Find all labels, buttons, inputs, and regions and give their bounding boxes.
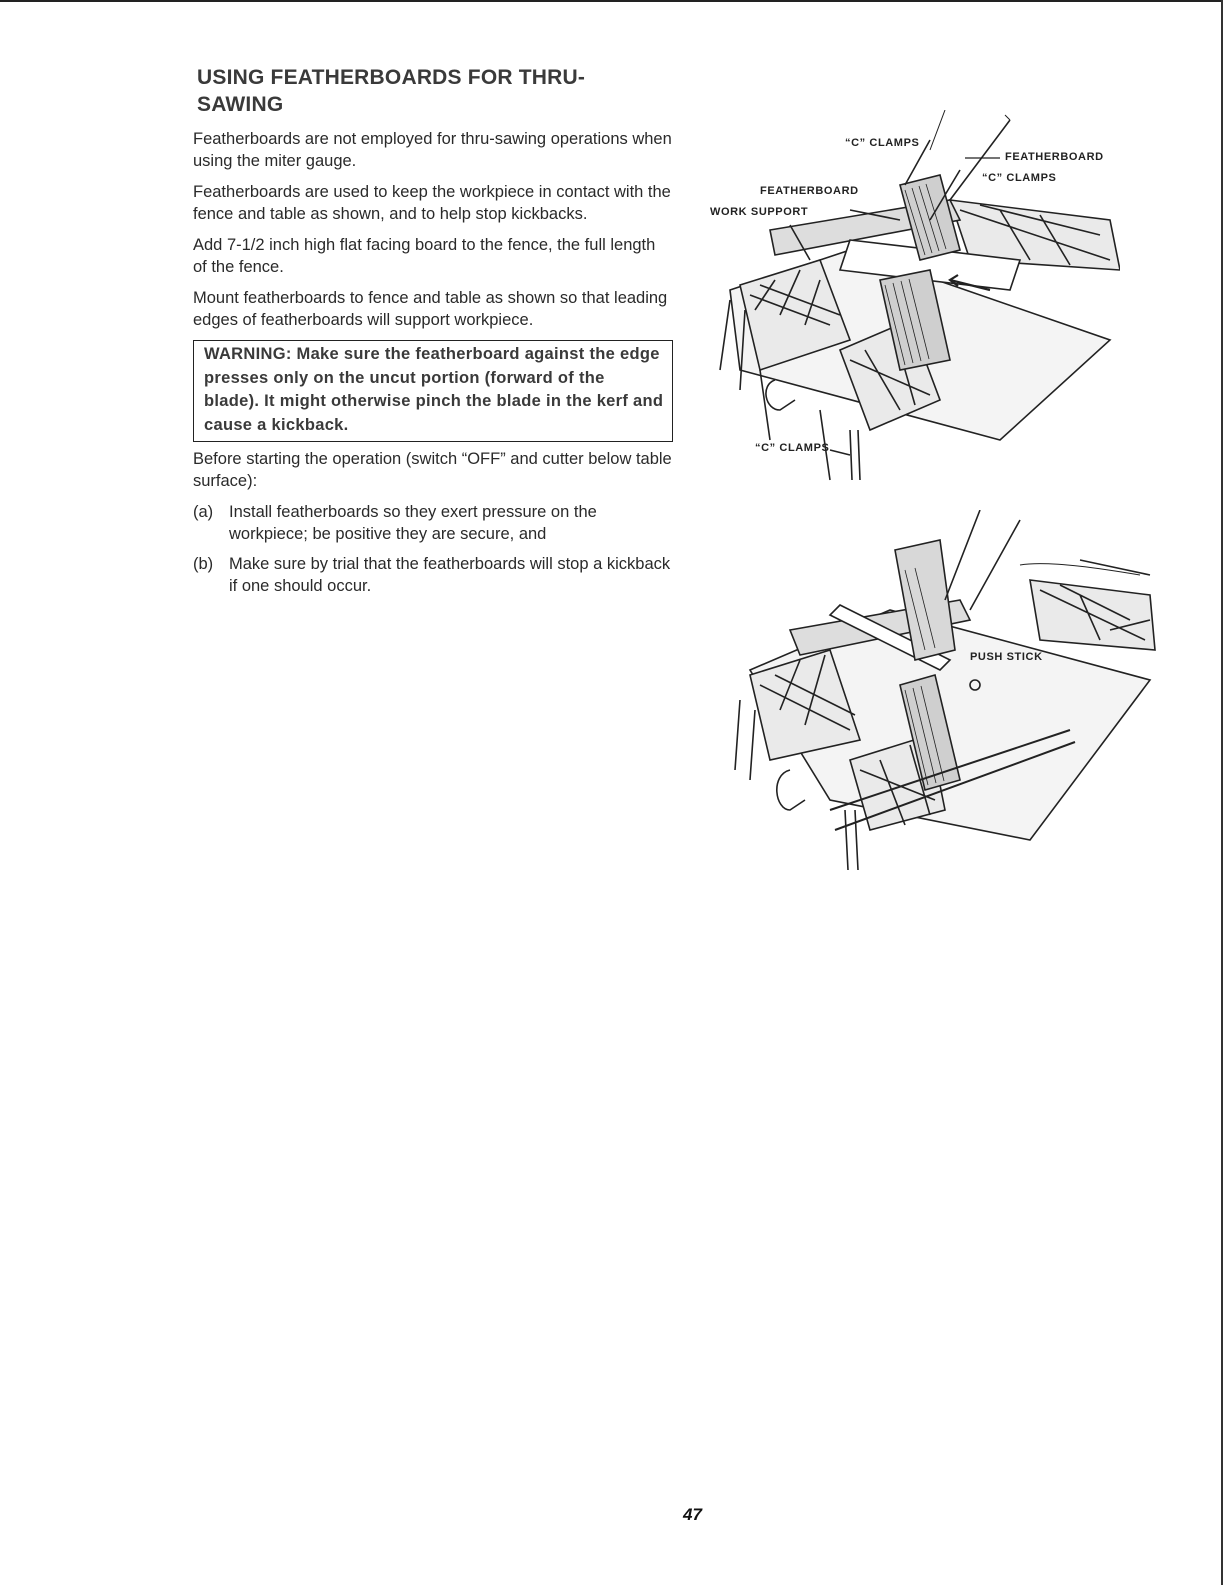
label-c-clamps-bottom: “C” CLAMPS <box>755 442 830 454</box>
step-b-text: Make sure by trial that the featherboards will stop a kickback if one should occur. <box>229 555 671 595</box>
label-work-support: WORK SUPPORT <box>710 206 809 218</box>
step-a-text: Install featherboards so they exert pressure on the workpiece; be positive they are secure, and <box>229 503 597 543</box>
push-stick-illustration <box>730 510 1160 880</box>
page-number: 47 <box>683 1505 702 1524</box>
step-b <box>193 553 673 597</box>
heading-line-2: SAWING <box>197 93 284 116</box>
label-c-clamps-top: “C” CLAMPS <box>845 137 920 149</box>
warning-box: WARNING: Make sure the featherboard against the edge presses only on the uncut portion (forward of the blade). It might otherwise pinch the blade in the kerf and cause a kickback. <box>193 340 673 442</box>
top-border-line <box>0 0 1223 2</box>
featherboard-setup-illustration <box>700 110 1120 490</box>
section-heading <box>197 64 673 118</box>
featherboard-setup-figure <box>700 110 1120 490</box>
step-a-mark: (a) <box>193 503 214 521</box>
step-b-mark: (b) <box>193 555 214 573</box>
paragraph-mount: Mount featherboards to fence and table as shown so that leading edges of featherboards will support workpiece. <box>193 289 668 329</box>
paragraph-before-starting: Before starting the operation (switch “OFF” and cutter below table surface): <box>193 450 672 490</box>
label-c-clamps-right: “C” CLAMPS <box>982 172 1057 184</box>
step-a <box>193 501 673 545</box>
text-column <box>193 64 673 605</box>
paragraph-facing-board: Add 7-1/2 inch high flat facing board to the fence, the full length of the fence. <box>193 236 656 276</box>
paragraph-purpose: Featherboards are used to keep the workpiece in contact with the fence and table as shown, and to help stop kickbacks. <box>193 183 671 223</box>
push-stick-figure <box>730 510 1160 880</box>
label-push-stick: PUSH STICK <box>970 651 1043 663</box>
label-featherboard-right: FEATHERBOARD <box>1005 151 1104 163</box>
label-featherboard-left: FEATHERBOARD <box>760 185 859 197</box>
heading-line-1: USING FEATHERBOARDS FOR THRU- <box>197 66 586 89</box>
paragraph-miter-gauge: Featherboards are not employed for thru-sawing operations when using the miter gauge. <box>193 130 672 170</box>
